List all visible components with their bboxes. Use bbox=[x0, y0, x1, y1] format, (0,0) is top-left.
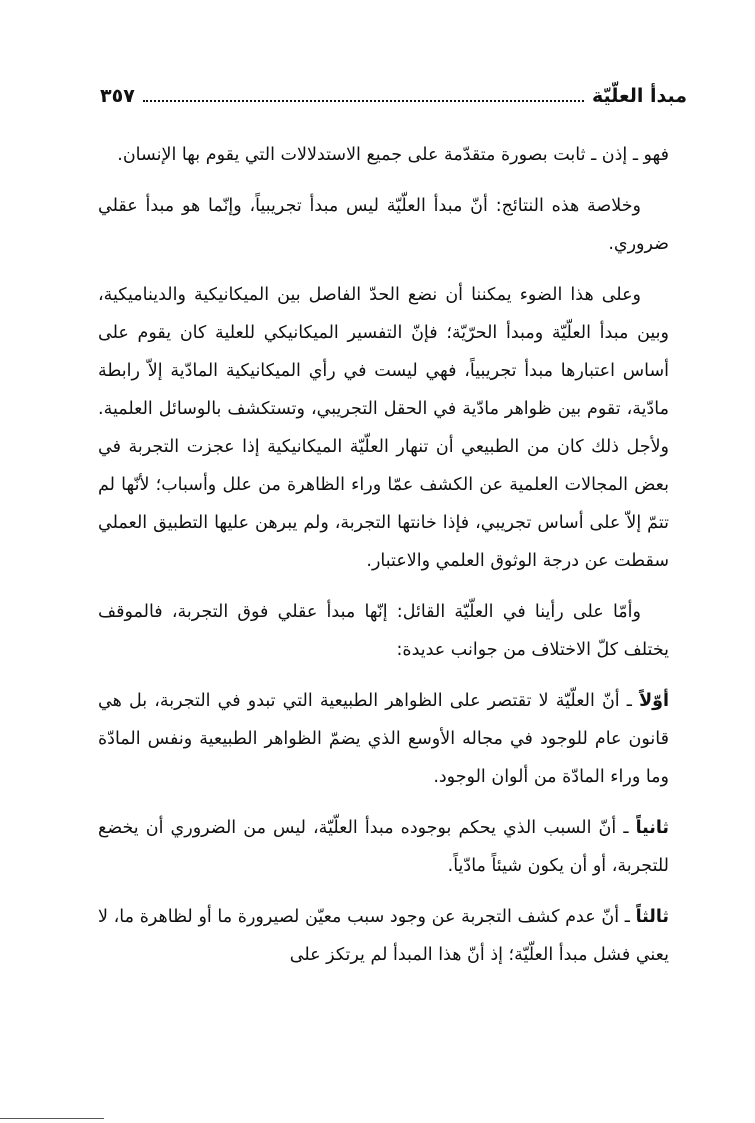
paragraph bbox=[98, 898, 669, 974]
paragraph bbox=[98, 276, 669, 580]
paragraph-text: ـ أنّ عدم كشف التجربة عن وجود سبب معيّن لصيرورة ما أو لظاهرة ما، لا يعني فشل مبدأ العلّيّة؛ إذ أنّ هذا المبدأ لم يرتكز على bbox=[98, 907, 669, 965]
paragraph bbox=[98, 682, 669, 796]
page-number: ٣٥٧ bbox=[100, 85, 135, 107]
paragraph bbox=[98, 187, 669, 263]
paragraph-text: فهو ـ إذن ـ ثابت بصورة متقدّمة على جميع الاستدلالات التي يقوم بها الإنسان. bbox=[117, 145, 669, 165]
footnote-rule bbox=[0, 1118, 104, 1119]
paragraph-lead: ثانياً bbox=[635, 818, 669, 838]
dotted-leader bbox=[143, 100, 584, 102]
paragraph bbox=[98, 136, 669, 174]
paragraph-text: ـ أنّ السبب الذي يحكم بوجوده مبدأ العلّيّة، ليس من الضروري أن يخضع للتجربة، أو أن يكون شيئاً مادّياً. bbox=[98, 818, 669, 876]
paragraph-text: وخلاصة هذه النتائج: أنّ مبدأ العلّيّة ليس مبدأ تجريبياً، وإنّما هو مبدأ عقلي ضروري. bbox=[98, 196, 669, 254]
paragraph bbox=[98, 593, 669, 669]
paragraph bbox=[98, 809, 669, 885]
running-title: مبدأ العلّيّة bbox=[591, 85, 687, 107]
paragraph-text: ـ أنّ العلّيّة لا تقتصر على الظواهر الطبيعية التي تبدو في التجربة، بل هي قانون عام للوجود في مجاله الأوسع الذي يضمّ الظواهر الطبيعية ونفس المادّة وما وراء المادّة من ألوان الوجود. bbox=[98, 691, 669, 787]
body-text bbox=[98, 136, 669, 987]
page-header bbox=[100, 78, 687, 114]
paragraph-lead: أوّلاً bbox=[639, 691, 669, 711]
paragraph-text: وعلى هذا الضوء يمكننا أن نضع الحدّ الفاصل بين الميكانيكية والديناميكية، وبين مبدأ العلّيّة ومبدأ الحرّيّة؛ فإنّ التفسير الميكانيكي للعلية كان يقوم على أساس اعتبارها مبدأ تجريبياً، فهي ليست في رأي الميكانيكية المادّية إلاّ رابطة مادّية، تقوم بين ظواهر مادّية في الحقل التجريبي، وتستكشف بالوسائل العلمية. ولأجل ذلك كان من الطبيعي أن تنهار العلّيّة الميكانيكية إذا عجزت التجربة في بعض المجالات العلمية عن الكشف عمّا وراء الظاهرة من علل وأسباب؛ لأنّها لم تتمّ إلاّ على أساس تجريبي، فإذا خانتها التجربة، ولم يبرهن عليها التطبيق العملي سقطت عن درجة الوثوق العلمي والاعتبار. bbox=[98, 285, 669, 571]
paragraph-lead: ثالثاً bbox=[635, 907, 669, 927]
paragraph-text: وأمّا على رأينا في العلّيّة القائل: إنّها مبدأ عقلي فوق التجربة، فالموقف يختلف كلّ الاختلاف من جوانب عديدة: bbox=[98, 602, 669, 660]
